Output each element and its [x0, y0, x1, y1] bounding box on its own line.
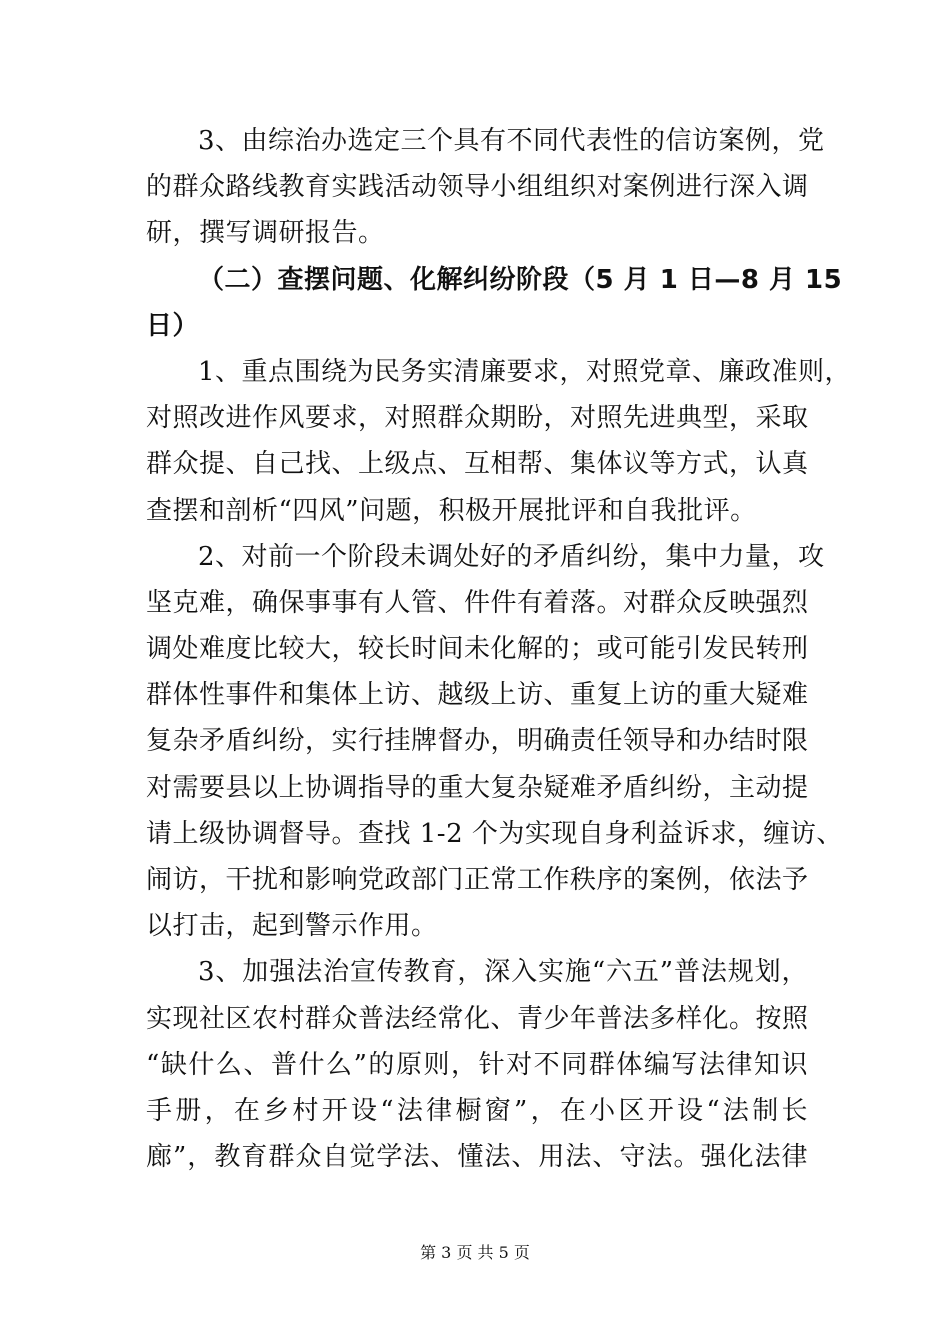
text-line: 调处难度比较大，较长时间未化解的；或可能引发民转刑 — [146, 634, 809, 665]
text-line: 3、由综治办选定三个具有不同代表性的信访案例，党 — [198, 126, 825, 156]
section-heading — [146, 257, 843, 349]
page-footer — [0, 1240, 950, 1263]
paragraph-case-study — [146, 118, 825, 257]
text-line: 坚克难，确保事事有人管、件件有着落。对群众反映强烈 — [146, 587, 809, 618]
text-line: 以打击，起到警示作用。 — [146, 911, 438, 942]
paragraph-item-1 — [146, 349, 852, 534]
heading-line: 日） — [146, 310, 200, 341]
heading-line: （二）查摆问题、化解纠纷阶段（5 月 1 日—8 月 15 — [198, 264, 843, 295]
text-line: 请上级协调督导。查找 1-2 个为实现自身利益诉求，缠访、 — [146, 818, 843, 849]
text-line: 群体性事件和集体上访、越级上访、重复上访的重大疑难 — [146, 680, 809, 711]
paragraph-item-3 — [146, 949, 808, 1180]
document-body — [146, 118, 852, 1180]
text-line: “缺什么、普什么”的原则，针对不同群体编写法律知识 — [146, 1049, 808, 1080]
paragraph-item-2 — [146, 534, 843, 950]
text-line: 研，撰写调研报告。 — [146, 218, 385, 249]
text-line: 手册，在乡村开设“法律橱窗”，在小区开设“法制长 — [146, 1095, 808, 1126]
text-line: 对需要县以上协调指导的重大复杂疑难矛盾纠纷，主动提 — [146, 772, 809, 803]
text-line: 实现社区农村群众普法经常化、青少年普法多样化。按照 — [146, 1003, 809, 1034]
text-line: 查摆和剖析“四风”问题，积极开展批评和自我批评。 — [146, 495, 757, 526]
page-number-label: 第 3 页 共 5 页 — [420, 1243, 530, 1262]
text-line: 3、加强法治宣传教育，深入实施“六五”普法规划， — [198, 957, 808, 988]
text-line: 复杂矛盾纠纷，实行挂牌督办，明确责任领导和办结时限 — [146, 726, 809, 757]
text-line: 2、对前一个阶段未调处好的矛盾纠纷，集中力量，攻 — [198, 541, 825, 572]
text-line: 闹访，干扰和影响党政部门正常工作秩序的案例，依法予 — [146, 865, 809, 895]
text-line: 廊”，教育群众自觉学法、懂法、用法、守法。强化法律 — [146, 1142, 808, 1173]
text-line: 的群众路线教育实践活动领导小组组织对案例进行深入调 — [146, 172, 809, 203]
text-line: 对照改进作风要求，对照群众期盼，对照先进典型，采取 — [146, 403, 809, 434]
text-line: 1、重点围绕为民务实清廉要求，对照党章、廉政准则， — [198, 356, 852, 387]
text-line: 群众提、自己找、上级点、互相帮、集体议等方式，认真 — [146, 449, 809, 480]
